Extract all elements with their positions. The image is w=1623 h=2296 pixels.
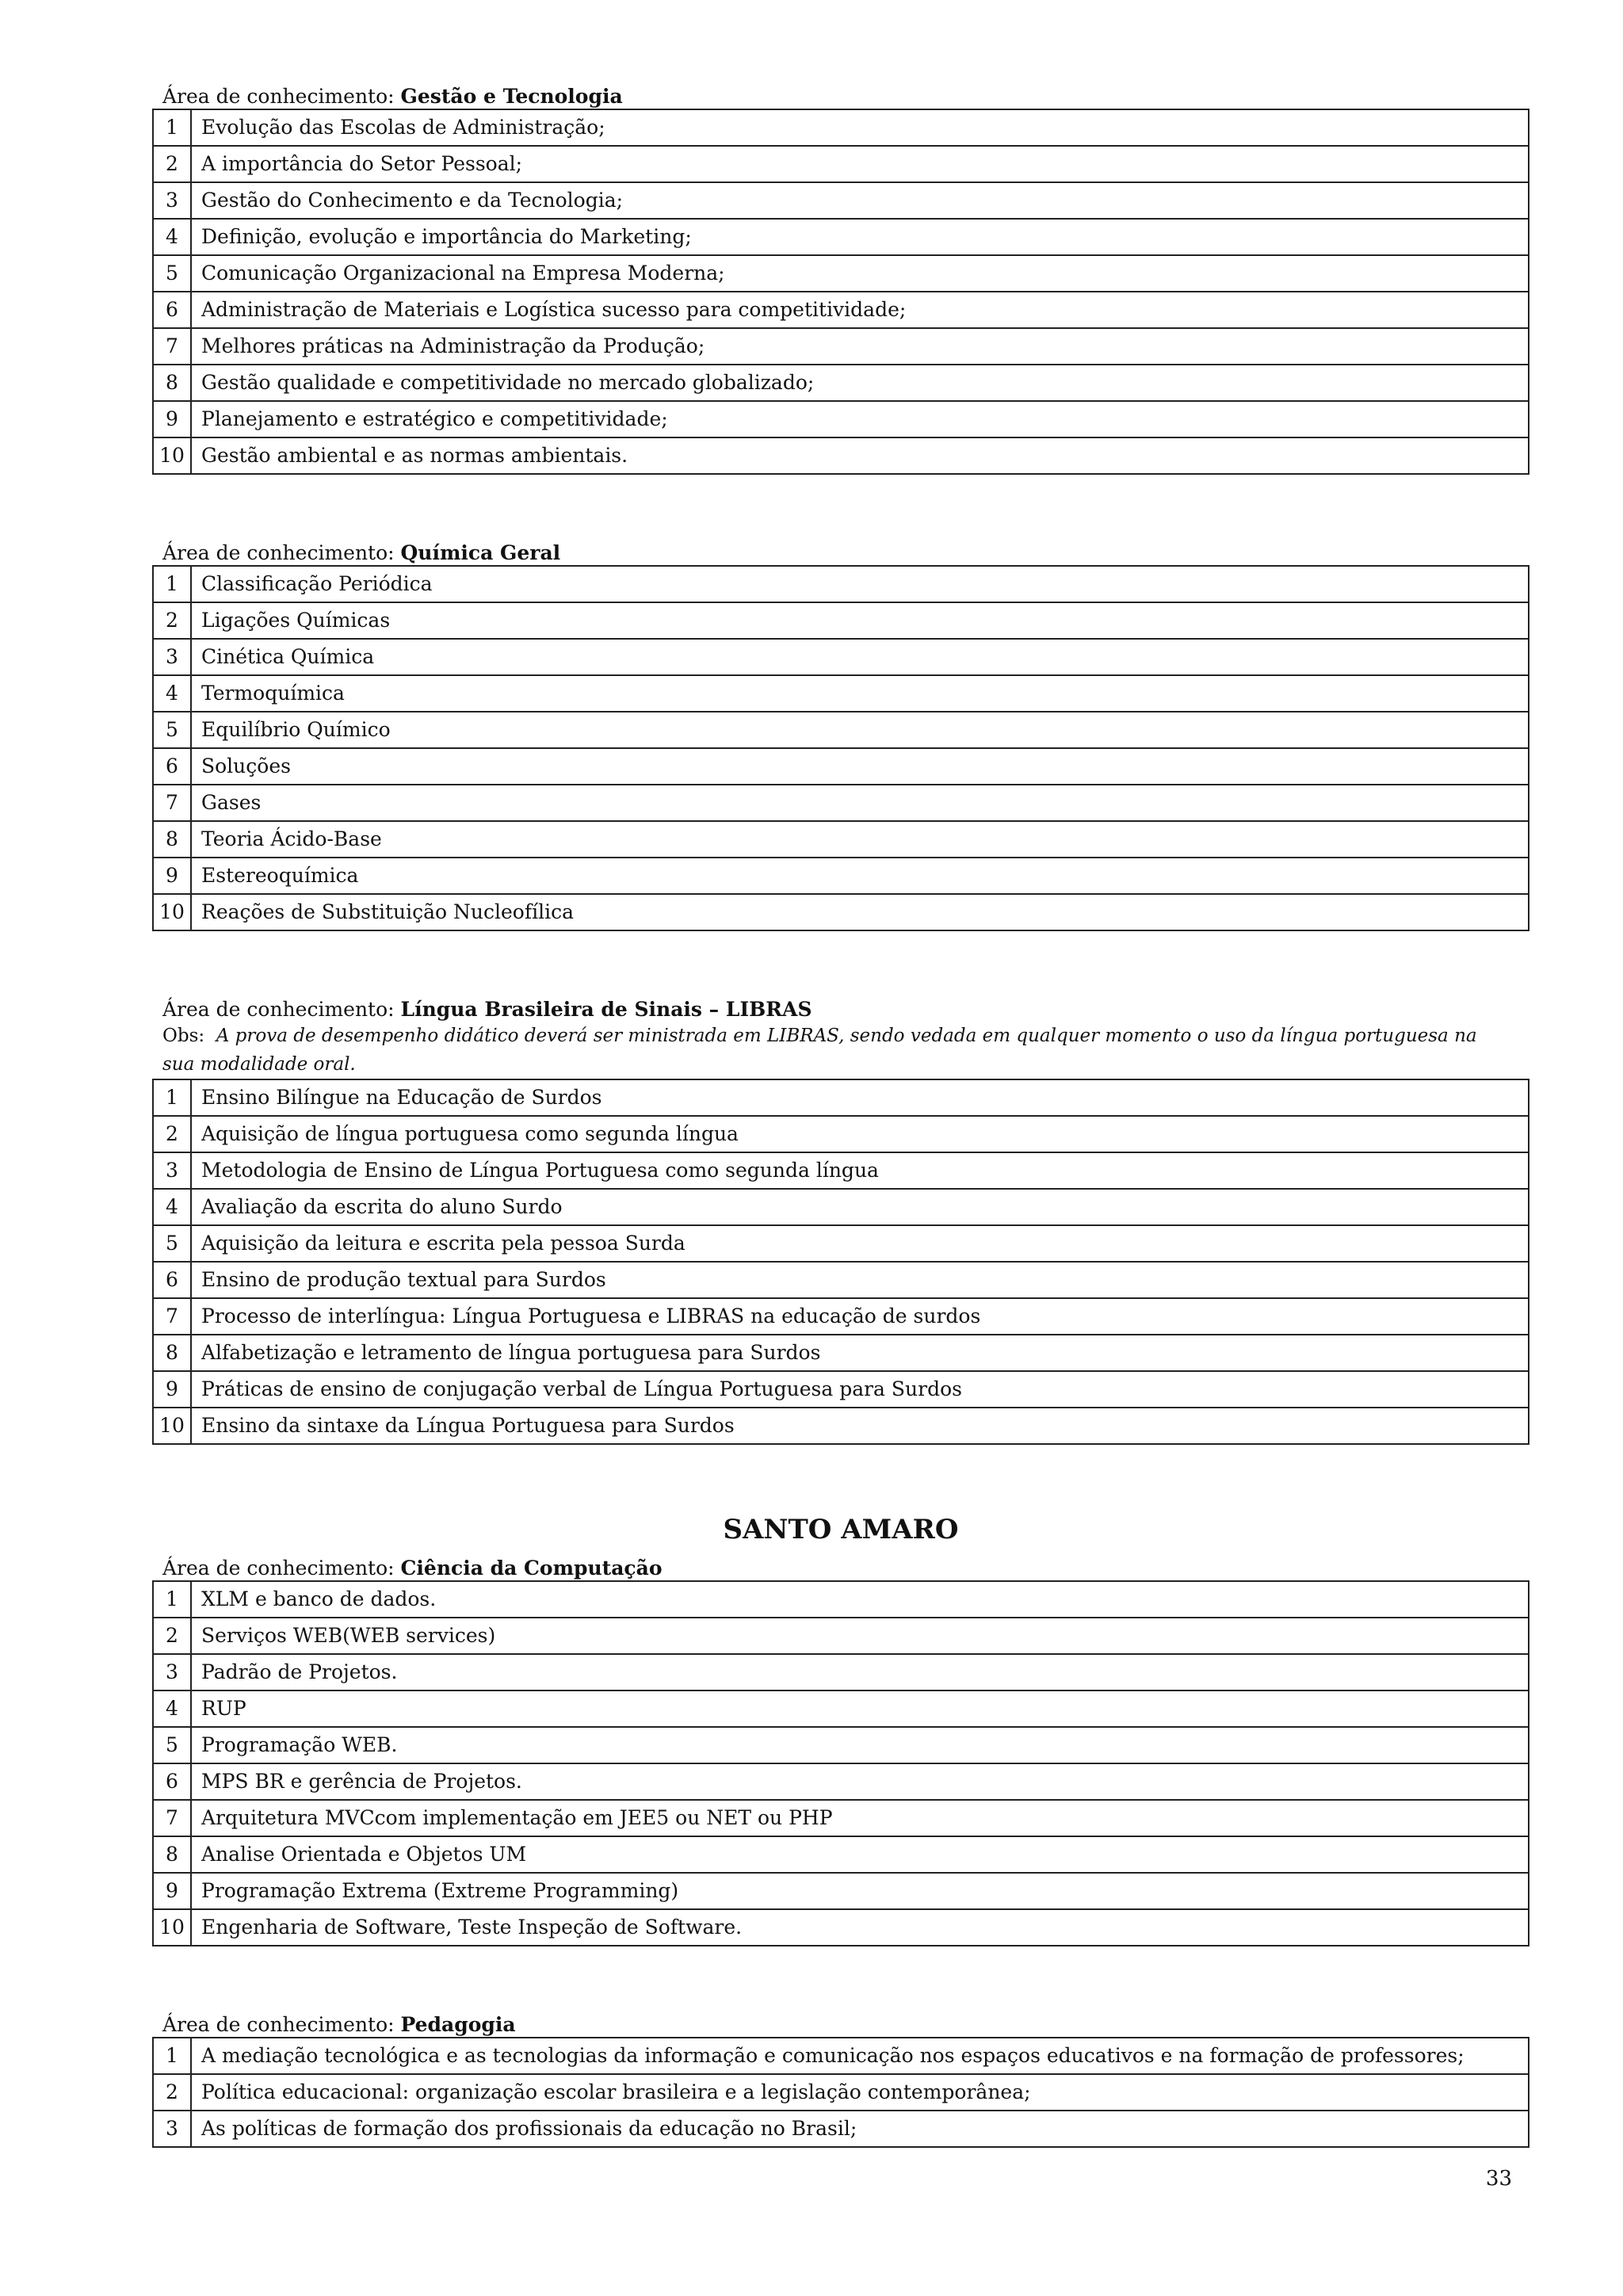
table-row	[153, 639, 1529, 675]
table-row	[153, 1836, 1529, 1873]
row-number: 3	[153, 1654, 191, 1690]
area-prefix: Área de conhecimento:	[162, 2013, 401, 2036]
row-topic: Melhores práticas na Administração da Produção;	[191, 328, 1529, 365]
table-row	[153, 2074, 1529, 2111]
area-label	[152, 541, 1529, 565]
row-number: 8	[153, 1836, 191, 1873]
area-prefix: Área de conhecimento:	[162, 85, 401, 108]
table-row	[153, 1727, 1529, 1763]
row-number: 4	[153, 1690, 191, 1727]
table-row	[153, 401, 1529, 437]
row-number: 2	[153, 2074, 191, 2111]
row-number: 9	[153, 858, 191, 894]
row-number: 6	[153, 292, 191, 328]
row-topic: XLM e banco de dados.	[191, 1581, 1529, 1618]
table-row	[153, 1116, 1529, 1152]
row-topic: Arquitetura MVCcom implementação em JEE5 ou NET ou PHP	[191, 1800, 1529, 1836]
table-row	[153, 566, 1529, 602]
table-row	[153, 2038, 1529, 2074]
table-row	[153, 2111, 1529, 2147]
row-number: 1	[153, 2038, 191, 2074]
row-topic: Ensino da sintaxe da Língua Portuguesa para Surdos	[191, 1408, 1529, 1444]
observation-note	[152, 1022, 1529, 1079]
row-number: 4	[153, 1189, 191, 1225]
table-row	[153, 748, 1529, 785]
row-topic: Política educacional: organização escolar brasileira e a legislação contemporânea;	[191, 2074, 1529, 2111]
table-row	[153, 292, 1529, 328]
row-number: 4	[153, 675, 191, 712]
row-topic: Reações de Substituição Nucleofílica	[191, 894, 1529, 930]
row-topic: Cinética Química	[191, 639, 1529, 675]
row-topic: Alfabetização e letramento de língua portuguesa para Surdos	[191, 1335, 1529, 1371]
row-topic: Planejamento e estratégico e competitividade;	[191, 401, 1529, 437]
row-topic: Termoquímica	[191, 675, 1529, 712]
row-topic: Ensino de produção textual para Surdos	[191, 1262, 1529, 1298]
row-number: 3	[153, 182, 191, 219]
row-number: 7	[153, 328, 191, 365]
row-topic: Equilíbrio Químico	[191, 712, 1529, 748]
row-topic: Classificação Periódica	[191, 566, 1529, 602]
row-number: 1	[153, 566, 191, 602]
table-row	[153, 1408, 1529, 1444]
row-number: 5	[153, 1225, 191, 1262]
row-number: 9	[153, 401, 191, 437]
table-row	[153, 1335, 1529, 1371]
area-name: Pedagogia	[400, 2013, 516, 2036]
table-row	[153, 1371, 1529, 1408]
table-row	[153, 1763, 1529, 1800]
row-topic: Estereoquímica	[191, 858, 1529, 894]
row-topic: Soluções	[191, 748, 1529, 785]
row-number: 3	[153, 639, 191, 675]
table-row	[153, 328, 1529, 365]
table-row	[153, 1079, 1529, 1116]
row-number: 2	[153, 602, 191, 639]
section-pedagogia	[152, 2013, 1529, 2148]
row-number: 5	[153, 712, 191, 748]
row-number: 5	[153, 1727, 191, 1763]
row-topic: Ligações Químicas	[191, 602, 1529, 639]
row-topic: Práticas de ensino de conjugação verbal de Língua Portuguesa para Surdos	[191, 1371, 1529, 1408]
row-topic: MPS BR e gerência de Projetos.	[191, 1763, 1529, 1800]
table-row	[153, 1873, 1529, 1909]
table-row	[153, 858, 1529, 894]
row-topic: Gestão qualidade e competitividade no mercado globalizado;	[191, 365, 1529, 401]
row-topic: Definição, evolução e importância do Marketing;	[191, 219, 1529, 255]
row-topic: Aquisição da leitura e escrita pela pessoa Surda	[191, 1225, 1529, 1262]
row-number: 2	[153, 1618, 191, 1654]
row-topic: A importância do Setor Pessoal;	[191, 146, 1529, 182]
row-number: 9	[153, 1873, 191, 1909]
row-number: 2	[153, 146, 191, 182]
row-topic: Avaliação da escrita do aluno Surdo	[191, 1189, 1529, 1225]
area-label	[152, 85, 1529, 109]
section-libras	[152, 998, 1529, 1445]
topics-table	[152, 565, 1529, 931]
topics-table	[152, 1580, 1529, 1946]
table-row	[153, 109, 1529, 146]
row-topic: Programação Extrema (Extreme Programming)	[191, 1873, 1529, 1909]
row-topic: A mediação tecnológica e as tecnologias da informação e comunicação nos espaços educativos e na formação de professores;	[191, 2038, 1529, 2074]
topics-table	[152, 2037, 1529, 2148]
section-gestao-tecnologia	[152, 85, 1529, 475]
row-number: 8	[153, 821, 191, 858]
row-number: 1	[153, 1581, 191, 1618]
row-topic: As políticas de formação dos profissionais da educação no Brasil;	[191, 2111, 1529, 2147]
row-number: 4	[153, 219, 191, 255]
row-topic: Aquisição de língua portuguesa como segunda língua	[191, 1116, 1529, 1152]
row-number: 9	[153, 1371, 191, 1408]
row-number: 7	[153, 785, 191, 821]
table-row	[153, 146, 1529, 182]
row-topic: Administração de Materiais e Logística sucesso para competitividade;	[191, 292, 1529, 328]
topics-table	[152, 1079, 1529, 1445]
row-number: 7	[153, 1298, 191, 1335]
table-row	[153, 1581, 1529, 1618]
row-topic: Comunicação Organizacional na Empresa Moderna;	[191, 255, 1529, 292]
table-row	[153, 602, 1529, 639]
row-topic: Metodologia de Ensino de Língua Portuguesa como segunda língua	[191, 1152, 1529, 1189]
row-number: 1	[153, 109, 191, 146]
row-number: 6	[153, 1763, 191, 1800]
row-topic: Ensino Bilíngue na Educação de Surdos	[191, 1079, 1529, 1116]
table-row	[153, 219, 1529, 255]
section-ciencia-computacao	[152, 1557, 1529, 1946]
table-row	[153, 712, 1529, 748]
row-topic: Gestão ambiental e as normas ambientais.	[191, 437, 1529, 474]
area-name: Língua Brasileira de Sinais – LIBRAS	[400, 998, 812, 1021]
area-label	[152, 2013, 1529, 2037]
row-number: 1	[153, 1079, 191, 1116]
table-row	[153, 1909, 1529, 1946]
area-prefix: Área de conhecimento:	[162, 998, 401, 1021]
table-row	[153, 1298, 1529, 1335]
table-row	[153, 1690, 1529, 1727]
area-name: Gestão e Tecnologia	[400, 85, 623, 108]
obs-text: A prova de desempenho didático deverá ser ministrada em LIBRAS, sendo vedada em qualquer momento o uso da língua portuguesa na sua modalidade oral.	[162, 1026, 1477, 1075]
table-row	[153, 894, 1529, 930]
row-topic: Padrão de Projetos.	[191, 1654, 1529, 1690]
row-number: 6	[153, 748, 191, 785]
table-row	[153, 365, 1529, 401]
row-number: 8	[153, 365, 191, 401]
table-row	[153, 1800, 1529, 1836]
row-number: 8	[153, 1335, 191, 1371]
area-name: Química Geral	[400, 541, 561, 564]
row-number: 10	[153, 1909, 191, 1946]
table-row	[153, 675, 1529, 712]
page-number: 33	[1485, 2167, 1512, 2191]
row-number: 10	[153, 437, 191, 474]
region-title: SANTO AMARO	[723, 1514, 959, 1545]
area-label	[152, 998, 1529, 1022]
row-topic: Serviços WEB(WEB services)	[191, 1618, 1529, 1654]
row-number: 6	[153, 1262, 191, 1298]
row-number: 3	[153, 2111, 191, 2147]
table-row	[153, 1225, 1529, 1262]
obs-label: Obs:	[162, 1026, 205, 1046]
area-label	[152, 1557, 1529, 1580]
row-number: 5	[153, 255, 191, 292]
row-topic: Engenharia de Software, Teste Inspeção de Software.	[191, 1909, 1529, 1946]
table-row	[153, 255, 1529, 292]
row-number: 7	[153, 1800, 191, 1836]
table-row	[153, 821, 1529, 858]
area-prefix: Área de conhecimento:	[162, 1557, 401, 1580]
row-number: 10	[153, 894, 191, 930]
table-row	[153, 785, 1529, 821]
row-topic: Gestão do Conhecimento e da Tecnologia;	[191, 182, 1529, 219]
row-topic: Gases	[191, 785, 1529, 821]
row-number: 3	[153, 1152, 191, 1189]
row-topic: Teoria Ácido-Base	[191, 821, 1529, 858]
area-name: Ciência da Computação	[400, 1557, 663, 1580]
row-topic: Processo de interlíngua: Língua Portuguesa e LIBRAS na educação de surdos	[191, 1298, 1529, 1335]
table-row	[153, 1152, 1529, 1189]
row-number: 2	[153, 1116, 191, 1152]
row-topic: Programação WEB.	[191, 1727, 1529, 1763]
row-topic: Analise Orientada e Objetos UM	[191, 1836, 1529, 1873]
area-prefix: Área de conhecimento:	[162, 541, 401, 564]
row-topic: RUP	[191, 1690, 1529, 1727]
table-row	[153, 182, 1529, 219]
topics-table	[152, 109, 1529, 475]
table-row	[153, 1654, 1529, 1690]
row-topic: Evolução das Escolas de Administração;	[191, 109, 1529, 146]
section-quimica-geral	[152, 541, 1529, 931]
table-row	[153, 1189, 1529, 1225]
table-row	[153, 1618, 1529, 1654]
table-row	[153, 437, 1529, 474]
row-number: 10	[153, 1408, 191, 1444]
table-row	[153, 1262, 1529, 1298]
